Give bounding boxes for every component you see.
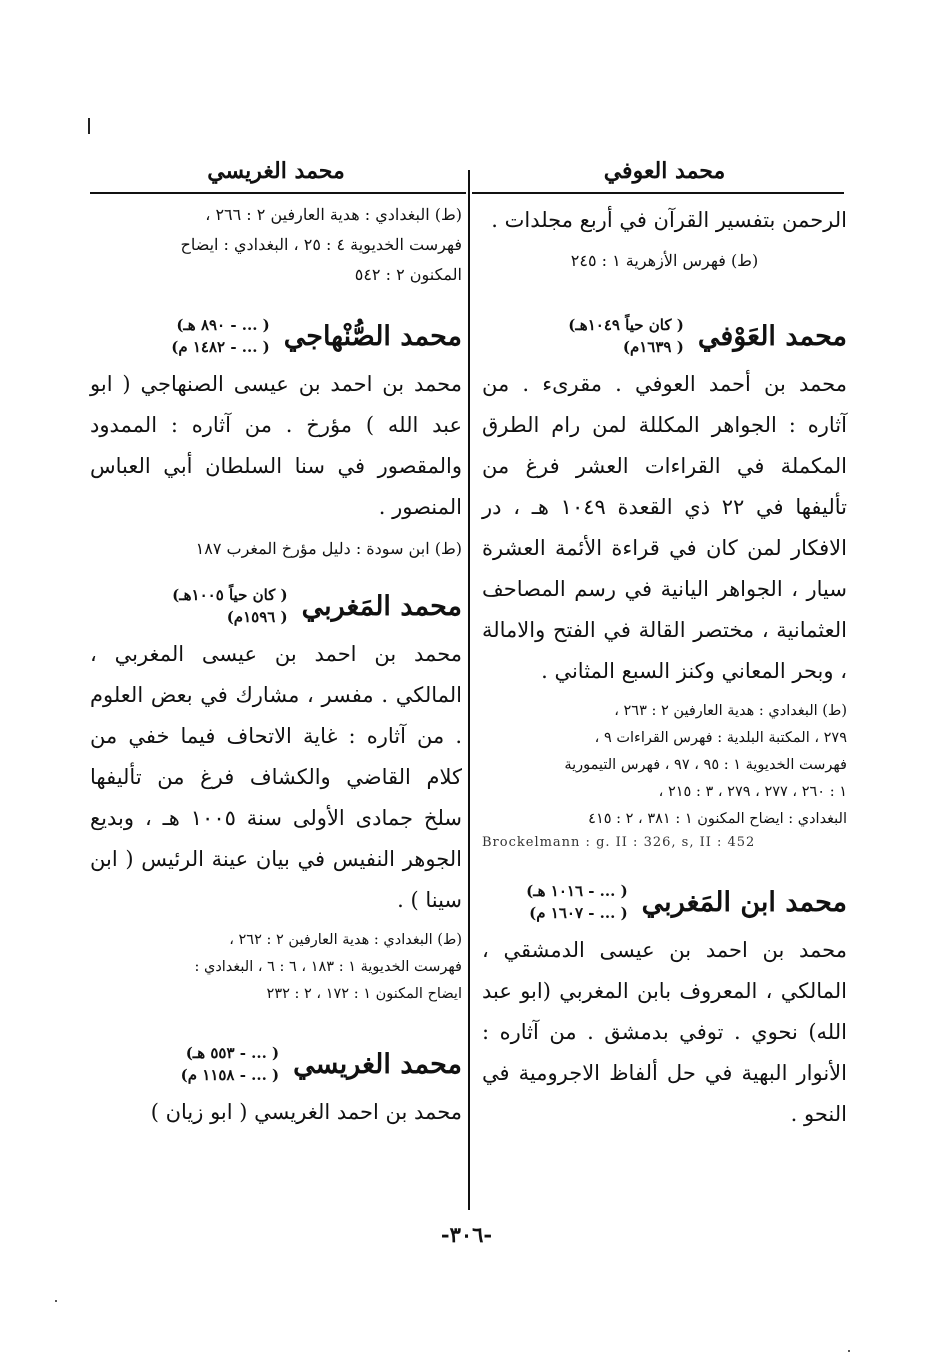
hijri-date: ( ... - ١٠١٦ هـ) <box>526 882 628 900</box>
hijri-date: ( ... - ٥٥٣ هـ) <box>185 1044 280 1062</box>
gregorian-date: ( ... - ١٤٨٢ م) <box>171 338 270 356</box>
entry-dates <box>526 880 628 924</box>
entry-name: محمد الصُّنْهاجي <box>283 320 462 352</box>
left-column <box>90 200 462 1133</box>
reference-line: (ط) ابن سودة : دليل مؤرخ المغرب ١٨٧ <box>195 539 462 558</box>
entry-name: محمد ابن المَغربي <box>641 886 847 918</box>
right-column-header: محمد العوفي <box>603 158 726 184</box>
reference-line: فهرست الخديوية ٤ : ٢٥ ، البغدادي : ايضاح <box>180 235 462 254</box>
scan-speck <box>848 1350 850 1352</box>
entry-dates <box>172 584 288 628</box>
continued-text: الرحمن بتفسير القرآن في أربع مجلدات . <box>491 208 847 232</box>
entry-heading <box>482 880 847 924</box>
entry-dates <box>171 314 270 358</box>
reference-line: ١ : ٢٦٠ ، ٢٧٧ ، ٢٧٩ ، ٣ : ٢١٥ ، <box>658 784 847 800</box>
entry-dates <box>568 314 684 358</box>
reference-line: البغدادي : ايضاح المكنون ١ : ٣٨١ ، ٢ : ٤١٥ <box>588 811 847 827</box>
entry-text: محمد بن احمد الغريسي ( ابو زيان ) <box>150 1100 462 1124</box>
reference-line: المكنون ٢ : ٥٤٢ <box>354 265 462 284</box>
reference-line: ايضاح المكنون ١ : ١٧٢ ، ٢ : ٢٣٢ <box>266 986 462 1002</box>
gregorian-date: ( ١٦٣٩م) <box>622 338 684 356</box>
entry-heading <box>482 314 847 358</box>
reference-line: فهرست الخديوية ١ : ١٨٣ ، ٦ : ٦ ، البغدادي : <box>194 959 462 975</box>
entry-references <box>90 927 462 1008</box>
reference-line: (ط) البغدادي : هدية العارفين ٢ : ٢٦٢ ، <box>229 932 462 948</box>
entry-text: محمد بن احمد بن عيسى الصنهاجي ( ابو عبد الله ) مؤرخ . من آثاره : الممدود والمقصور في سنا السلطان أبي العباس المنصور . <box>90 372 462 519</box>
reference-line: فهرست الخديوية ١ : ٩٥ ، ٩٧ ، فهرس التيمورية <box>564 757 847 773</box>
hijri-date: ( كان حياً ١٠٠٥هـ) <box>172 586 288 604</box>
entry-name: محمد العَوْفي <box>697 320 847 352</box>
entry-text: محمد بن أحمد العوفي . مقرىء . من آثاره : الجواهر المكللة لمن رام الطرق المكملة في القراءات العشر فرغ من تأليفها في ٢٢ ذي القعدة ١٠٤٩ هـ ، در الافكار لمن كان في قراءة الأئمة العشرة سيار ، الجواهر اليانية في رسم المصاحف العثمانية ، مختصر القالة في الفتح والامالة ، وبحر المعاني وكنز السبع المثاني . <box>482 372 847 683</box>
reference: (ط) فهرس الأزهرية ١ : ٢٤٥ <box>570 251 759 270</box>
page-number: -٣٠٦- <box>440 1222 493 1247</box>
scan-speck <box>55 1300 57 1302</box>
entry-text: محمد بن احمد بن عيسى الدمشقي ، المالكي ، المعروف بابن المغربي (ابو عبد الله) نحوي . توفي بدمشق . من آثاره : الأنوار البهية في حل ألفاظ الاجرومية في النحو . <box>482 938 847 1126</box>
entry-name: محمد الغريسي <box>293 1048 462 1080</box>
reference-line: ٢٧٩ ، المكتبة البلدية : فهرس القراءات ٩ ، <box>594 730 847 746</box>
column-divider <box>468 170 470 1210</box>
gregorian-date: ( ١٥٩٦م) <box>226 608 288 626</box>
hijri-date: ( ... - ٨٩٠ هـ) <box>176 316 270 334</box>
hijri-date: ( كان حياً ١٠٤٩هـ) <box>568 316 684 334</box>
entry-dates <box>181 1042 280 1086</box>
reference-line: (ط) البغدادي : هدية العارفين ٢ : ٢٦٣ ، <box>614 703 847 719</box>
entry-heading <box>90 314 462 358</box>
entry-heading <box>90 1042 462 1086</box>
right-column <box>482 200 847 1135</box>
gregorian-date: ( ... - ١٦٠٧ م) <box>529 904 628 922</box>
entry-name: محمد المَغربي <box>301 590 462 622</box>
latin-reference: Brockelmann : g. II : 326, s, II : 452 <box>482 835 756 850</box>
margin-tick <box>88 118 90 134</box>
reference-line: (ط) البغدادي : هدية العارفين ٢ : ٢٦٦ ، <box>205 205 462 224</box>
entry-text: محمد بن احمد بن عيسى المغربي ، المالكي . مفسر ، مشارك في بعض العلوم . من آثاره : غاية الاتحاف فيما خفي من كلام القاضي والكشاف فرغ من تأليفها سلخ جمادى الأولى سنة ١٠٠٥ هـ ، وبديع الجوهر النفيس في بيان عينة الرئيس ( ابن سينا ) . <box>90 642 462 912</box>
gregorian-date: ( ... - ١١٥٨ م) <box>180 1066 280 1084</box>
entry-heading <box>90 584 462 628</box>
right-header-rule <box>472 192 844 194</box>
entry-references <box>482 698 847 850</box>
left-header-rule <box>90 192 466 194</box>
left-column-header: محمد الغريسي <box>207 158 345 184</box>
entry-references <box>90 200 462 290</box>
